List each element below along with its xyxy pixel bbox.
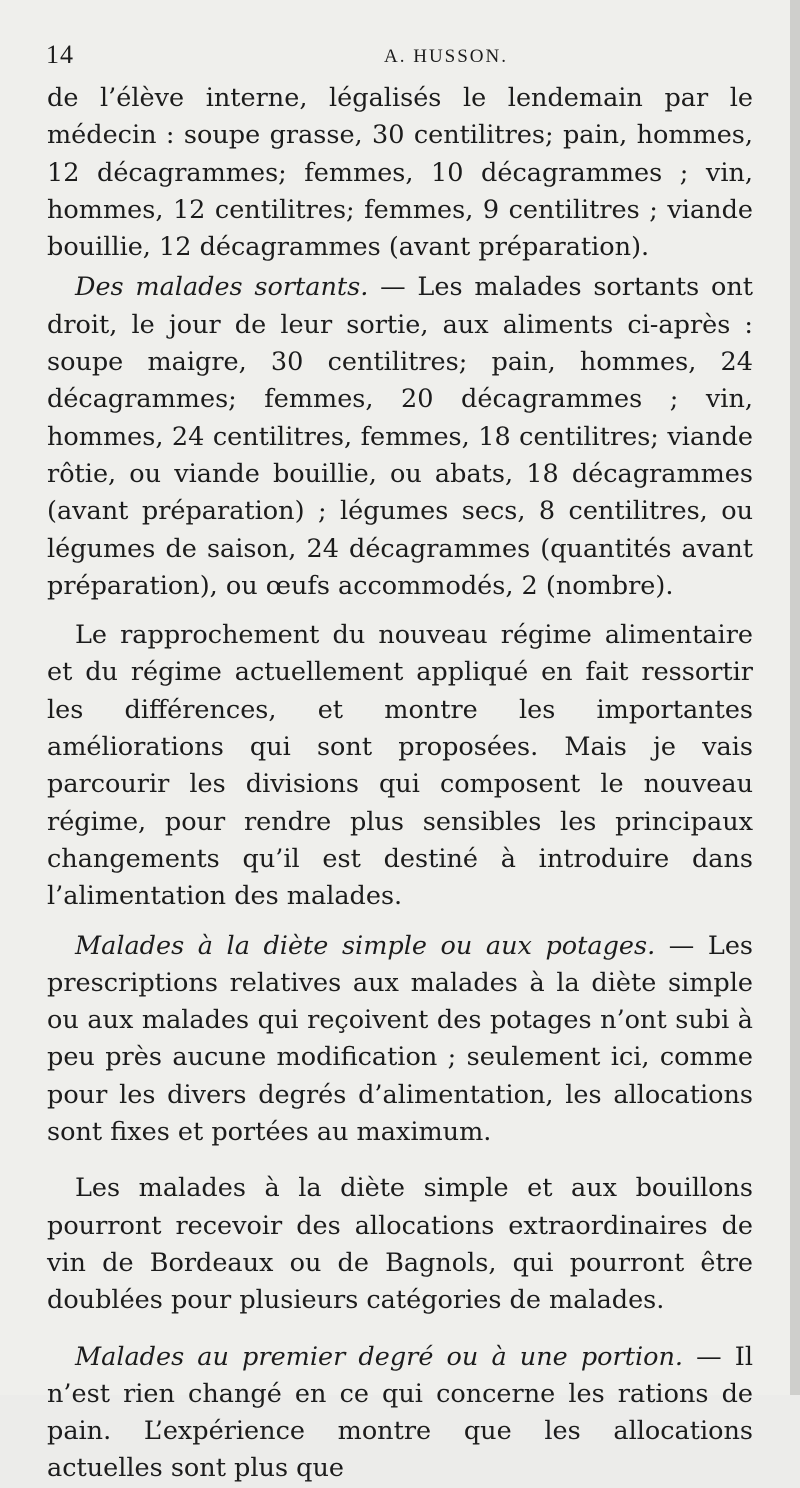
page-header [46, 40, 746, 76]
paragraph-text: — Les prescriptions relatives aux malades à la diète simple ou aux malades qui reçoivent des potages n’ont subi à peu près aucune modification ; seulement ici, comme pour les divers degrés d’alimentation, les allocations sont fixes et portées au maximum. [47, 930, 753, 1148]
paragraph-text: — Les malades sortants ont droit, le jour de leur sortie, aux aliments ci-après : soupe maigre, 30 centilitres; pain, hommes, 24 décagrammes; femmes, 20 décagrammes ; vin, hommes, 24 centilitres, femmes, 18 centilitres; viande rôtie, ou viande bouillie, ou abats, 18 décagrammes (avant préparation) ; légumes secs, 8 centilitres, ou légumes de saison, 24 décagrammes (quantités avant préparation), ou œufs accommodés, 2 (nombre). [47, 272, 753, 601]
paragraph-text: Le rapprochement du nouveau régime alimentaire et du régime actuellement appliqué en fait ressortir les différences, et montre les importantes améliorations qui sont proposées. Mais je vais parcourir les divisions qui composent le nouveau régime, pour rendre plus sensibles les principaux changements qu’il est destiné à introduire dans l’alimentation des malades. [47, 620, 753, 912]
body-text [47, 80, 753, 1488]
paragraph-text: de l’élève interne, légalisés le lendemain par le médecin : soupe grasse, 30 centilitres; pain, hommes, 12 décagrammes; femmes, 10 décagrammes ; vin, hommes, 12 centilitres; femmes, 9 centilitres ; viande bouillie, 12 décagrammes (avant préparation). [47, 83, 753, 263]
paragraph [47, 80, 753, 266]
page-edge [790, 0, 800, 1395]
run-in-heading: Malades à la diète simple ou aux potages. [75, 930, 656, 961]
paragraph [47, 1339, 753, 1488]
paragraph-text: — Il n’est rien changé en ce qui concerne les rations de pain. L’expérience montre que les allocations actuelles sont plus que [47, 1341, 753, 1484]
page-number: 14 [46, 40, 74, 69]
run-in-heading: Des malades sortants. [75, 272, 369, 303]
paragraph [47, 617, 753, 915]
paragraph [47, 928, 753, 1152]
paragraph [47, 1170, 753, 1319]
run-in-heading: Malades au premier degré ou à une portion. [75, 1341, 683, 1372]
paragraph-text: Les malades à la diète simple et aux bouillons pourront recevoir des allocations extraordinaires de vin de Bordeaux ou de Bagnols, qui pourront être doublées pour plusieurs catégories de malades. [47, 1173, 753, 1316]
running-head: A. HUSSON. [384, 46, 508, 67]
paragraph [47, 269, 753, 605]
